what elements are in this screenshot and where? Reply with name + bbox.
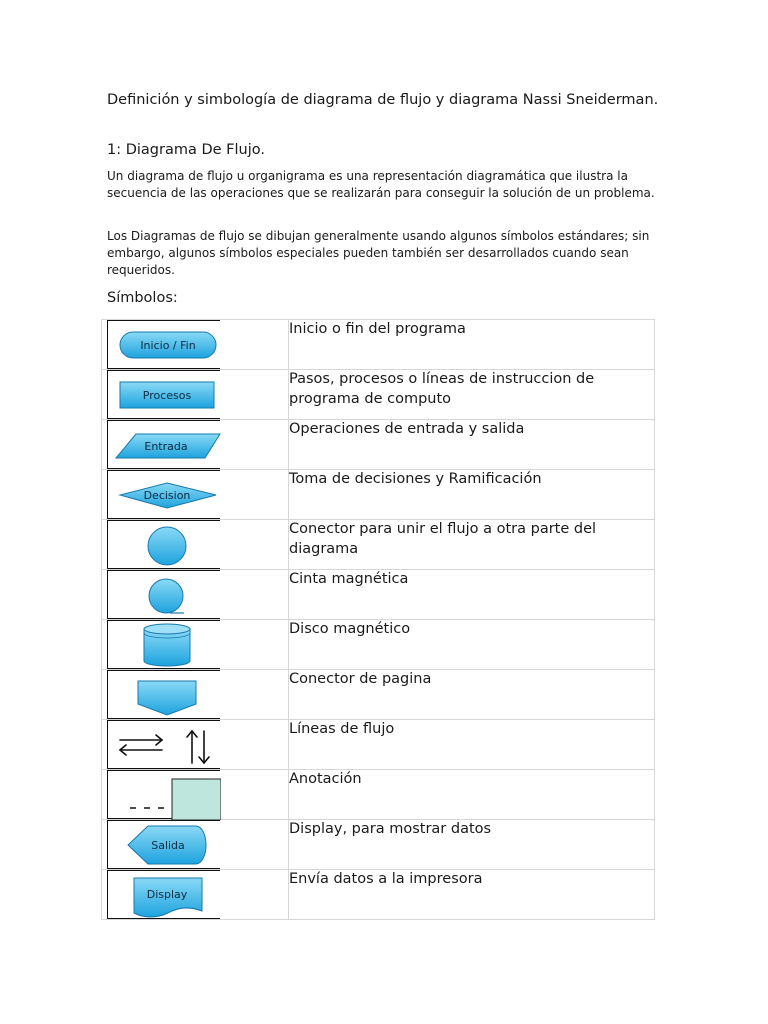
icon-label: Inicio / Fin [140, 339, 196, 352]
table-row [102, 870, 655, 920]
icon-label: Decision [143, 489, 191, 502]
symbol-description: Inicio o fin del programa [289, 320, 655, 370]
table-row [102, 770, 655, 820]
icon-label: Entrada [144, 440, 188, 453]
table-row [102, 720, 655, 770]
symbols-table [101, 319, 655, 920]
icon-label: Display [146, 888, 188, 901]
paragraph-symbols-intro: Los Diagramas de flujo se dibujan generalmente usando algunos símbolos estándares; sin embargo, algunos símbolos especiales pueden también ser desarrollados cuando sean requeridos. [107, 229, 650, 277]
symbol-description: Operaciones de entrada y salida [289, 420, 655, 470]
symbol-description: Líneas de flujo [289, 720, 655, 770]
symbol-description: Display, para mostrar datos [289, 820, 655, 870]
terminal-shape-icon [107, 320, 220, 369]
symbol-description: Toma de decisiones y Ramificación [289, 470, 655, 520]
flow-lines-icon [107, 720, 220, 769]
table-row [102, 370, 655, 420]
symbol-description: Conector de pagina [289, 670, 655, 720]
page-connector-icon [107, 670, 220, 719]
symbol-description: Disco magnético [289, 620, 655, 670]
symbol-description: Pasos, procesos o líneas de instruccion de programa de computo [289, 370, 655, 420]
symbol-description: Envía datos a la impresora [289, 870, 655, 920]
connector-circle-icon [107, 520, 220, 569]
decision-diamond-icon [107, 470, 220, 519]
display-icon [107, 820, 220, 869]
table-row [102, 420, 655, 470]
table-row [102, 520, 655, 570]
magnetic-disk-icon [107, 620, 220, 669]
magnetic-tape-icon [107, 570, 220, 619]
table-row [102, 470, 655, 520]
parallelogram-io-icon [107, 420, 220, 469]
annotation-icon [107, 770, 220, 819]
printer-document-icon [107, 870, 220, 919]
section-heading: 1: Diagrama De Flujo. [107, 142, 265, 158]
table-row [102, 670, 655, 720]
symbols-heading: Símbolos: [107, 290, 178, 306]
table-row [102, 820, 655, 870]
symbol-description: Conector para unir el flujo a otra parte del diagrama [289, 520, 655, 570]
table-row [102, 570, 655, 620]
icon-label: Salida [151, 839, 185, 852]
paragraph-definition: Un diagrama de flujo u organigrama es una representación diagramática que ilustra la secuencia de las operaciones que se realizarán para conseguir la solución de un problema. [107, 169, 655, 200]
process-rectangle-icon [107, 370, 220, 419]
page-title: Definición y simbología de diagrama de flujo y diagrama Nassi Sneiderman. [107, 92, 659, 108]
table-row [102, 320, 655, 370]
table-row [102, 620, 655, 670]
symbol-description: Anotación [289, 770, 655, 820]
icon-label: Procesos [142, 389, 192, 402]
symbol-description: Cinta magnética [289, 570, 655, 620]
